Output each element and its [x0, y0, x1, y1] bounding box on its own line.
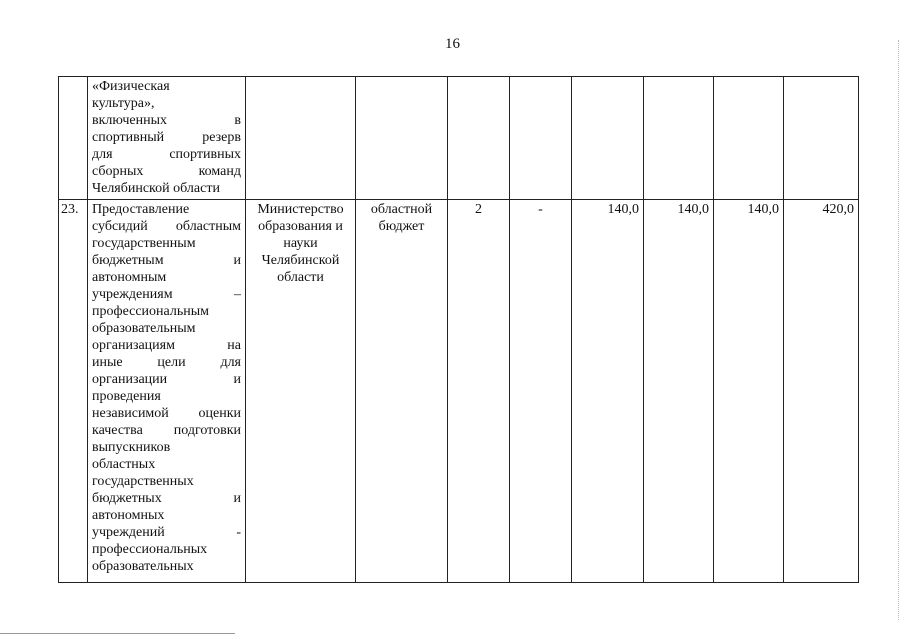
desc-line: включенных в: [92, 113, 241, 128]
desc-line: культура»,: [92, 96, 155, 111]
desc-line: бюджетных и: [92, 491, 241, 506]
table-row: [59, 77, 859, 200]
row-year-3: [714, 77, 784, 200]
desc-line: организациям на: [92, 338, 241, 353]
table-row: [59, 200, 859, 583]
desc-line: выпускников: [92, 440, 171, 455]
row-year-2: [644, 77, 714, 200]
desc-line: государственным: [92, 236, 196, 251]
page-number: 16: [445, 36, 460, 52]
desc-line: государственных: [92, 474, 194, 489]
desc-line: «Физическая: [92, 79, 170, 94]
desc-line: иные цели для: [92, 355, 241, 370]
desc-line: бюджетным и: [92, 253, 241, 268]
row-year-2: 140,0: [644, 200, 714, 583]
row-description: [88, 200, 246, 583]
bottom-rule: [0, 633, 235, 634]
row-executor: [246, 77, 356, 200]
row-number: 23.: [59, 200, 88, 583]
desc-line: сборных команд: [92, 164, 241, 179]
row-dash: [510, 77, 572, 200]
desc-line: автономных: [92, 508, 165, 523]
desc-line: автономным: [92, 270, 167, 285]
desc-line: организации и: [92, 372, 241, 387]
executor-line: Челябинской: [261, 253, 340, 268]
executor-line: Министерство: [257, 202, 344, 217]
scan-margin-mark: [896, 40, 899, 620]
desc-line: профессиональным: [92, 304, 210, 319]
desc-line: областных: [92, 457, 156, 472]
row-source: [356, 200, 448, 583]
row-description: [88, 77, 246, 200]
desc-line: субсидий областным: [92, 219, 241, 234]
desc-line: профессиональных: [92, 542, 208, 557]
desc-line: учреждениям –: [92, 287, 241, 302]
executor-line: образования и: [258, 219, 343, 234]
executor-line: области: [277, 270, 324, 285]
desc-line: учреждений -: [92, 525, 241, 540]
desc-line: спортивный резерв: [92, 130, 241, 145]
desc-line: образовательных: [92, 559, 194, 574]
row-year-1: [572, 77, 644, 200]
desc-line: Предоставление: [92, 202, 190, 217]
row-number: [59, 77, 88, 200]
budget-table: [58, 76, 859, 583]
row-total: [784, 77, 859, 200]
row-executor: [246, 200, 356, 583]
desc-line: образовательным: [92, 321, 196, 336]
row-total: 420,0: [784, 200, 859, 583]
row-year-1: 140,0: [572, 200, 644, 583]
row-source: [356, 77, 448, 200]
executor-line: науки: [283, 236, 318, 251]
row-year-3: 140,0: [714, 200, 784, 583]
desc-line: качества подготовки: [92, 423, 241, 438]
row-dash: -: [510, 200, 572, 583]
row-count: 2: [448, 200, 510, 583]
desc-line: для спортивных: [92, 147, 241, 162]
source-line: областной: [370, 202, 433, 217]
desc-line: независимой оценки: [92, 406, 241, 421]
row-count: [448, 77, 510, 200]
desc-line: проведения: [92, 389, 161, 404]
desc-line: Челябинской области: [92, 181, 220, 196]
source-line: бюджет: [378, 219, 425, 234]
